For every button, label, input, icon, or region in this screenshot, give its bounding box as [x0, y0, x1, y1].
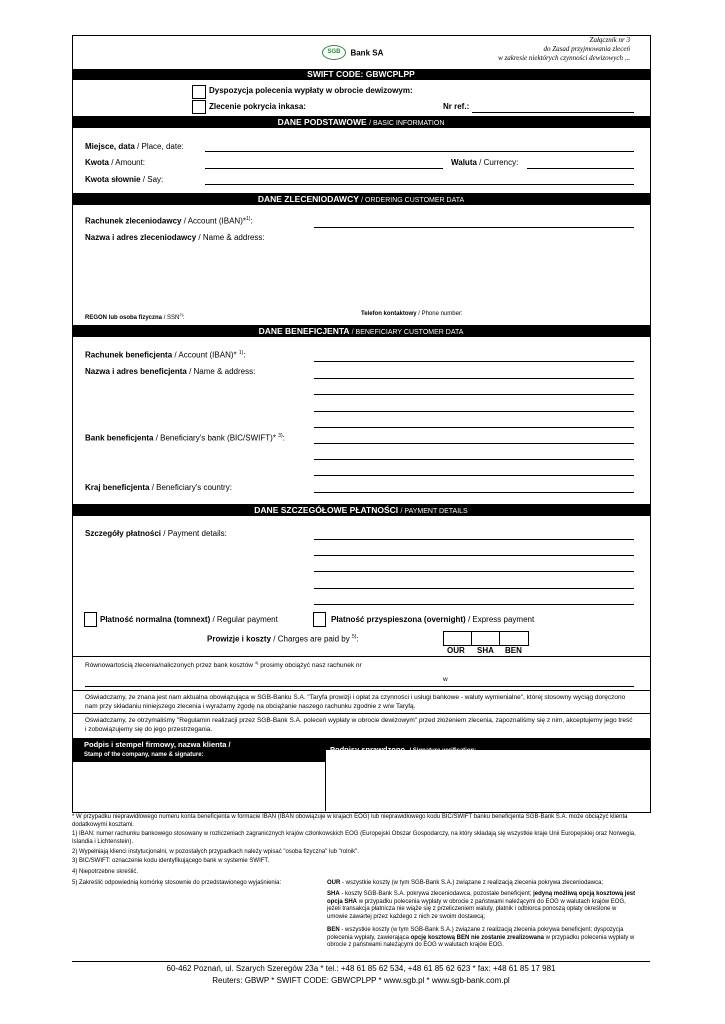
beneficiary-name-label: Nazwa i adres beneficjenta / Name & address: — [85, 367, 256, 376]
beneficiary-country-label: Kraj beneficjenta / Beneficiary's country: — [85, 483, 232, 492]
attachment-line-1: Załącznik nr 3 — [589, 36, 630, 44]
charges-ben-box[interactable] — [499, 631, 529, 646]
beneficiary-address-input[interactable] — [314, 427, 634, 428]
regular-payment-label: Płatność normalna (tomnext) / Regular payment — [100, 615, 278, 624]
express-payment-checkbox[interactable] — [313, 612, 326, 627]
divider — [72, 713, 650, 714]
beneficiary-account-label: Rachunek beneficjenta / Account (IBAN)* $^{1)}$: — [85, 350, 246, 360]
sgb-logo-icon: SGB — [322, 45, 346, 60]
divider — [72, 690, 650, 691]
footnote-star: * W przypadku nieprawidłowego numeru konta beneficjenta w formacie IBAN (IBAN obowiązuje w krajach EOG) lub nieprawidłowego kodu BIC/SWIFT banku beneficjenta SGB-Bank S.A. może obciążyć klienta dodatkowymi kosztami. — [72, 814, 628, 828]
charges-sha-label: SHA — [477, 646, 494, 655]
declaration-regulations: Oświadczamy, że otrzymaliśmy "Regulamin realizacji przez SGB-Bank S.A. poleceń wypłaty w obrocie dewizowym" przed złożeniem zlecenia, zapoznaliśmy się z nim, akceptujemy jego treść i zobowiązujemy się do jego przestrzegania. — [85, 717, 633, 733]
basic-info-bar — [72, 116, 650, 128]
collection-checkbox[interactable] — [192, 100, 206, 114]
bank-name: Bank SA — [350, 48, 384, 58]
amount-words-label: Kwota słownie / Say: — [85, 175, 164, 184]
place-input[interactable] — [205, 151, 634, 152]
express-payment-label: Płatność przyspieszona (overnight) / Express payment — [331, 615, 535, 624]
ref-label: Nr ref.: — [443, 102, 470, 111]
basic-info-subtitle: / BASIC INFORMATION — [369, 120, 445, 127]
regular-payment-checkbox[interactable] — [84, 612, 97, 627]
payment-details-input[interactable] — [314, 571, 634, 572]
payment-details-input[interactable] — [314, 588, 634, 589]
currency-input[interactable] — [527, 168, 634, 169]
charges-our-label: OUR — [447, 646, 465, 655]
beneficiary-bank-input[interactable] — [314, 443, 634, 444]
signature-area-right[interactable] — [327, 751, 648, 810]
attachment-line-3: w zakresie niektórych czynności dewizowych ... — [498, 54, 630, 62]
footnote-3: 3) BIC/SWIFT: oznaczenie kodu identyfikującego bank w systemie SWIFT. — [72, 858, 270, 864]
beneficiary-name-input[interactable] — [314, 378, 634, 379]
transfer-checkbox[interactable] — [192, 85, 206, 99]
beneficiary-bank-label: Bank beneficjenta / Beneficiary's bank (BIC/SWIFT)* $^{3)}$: — [85, 433, 285, 443]
ordering-account-input[interactable] — [314, 227, 634, 228]
beneficiary-bank-input[interactable] — [314, 459, 634, 460]
charges-explanation-our: OUR - wszystkie koszty (w tym SGB-Bank S.A.) związane z realizacją zlecenia pokrywa zleceniodawca; — [327, 880, 604, 886]
signature-right-title: Podpisy sprawdzono / Signature verification: — [330, 745, 477, 754]
amount-words-input[interactable] — [205, 184, 634, 185]
transfer-label: Dyspozycja polecenia wypłaty w obrocie dewizowym: — [209, 86, 413, 95]
footnote-4: 4) Niepotrzebne skreślić. — [72, 869, 139, 875]
footer-divider — [72, 961, 650, 962]
regon-label: REGON lub osoba fizyczna / SSN$^{2)}$: — [85, 312, 185, 321]
beneficiary-address-input[interactable] — [314, 394, 634, 395]
signature-header-left — [72, 738, 325, 762]
payment-title: DANE SZCZEGÓŁOWE PŁATNOŚCI — [254, 505, 399, 515]
attachment-note — [420, 36, 630, 63]
beneficiary-bar — [72, 325, 650, 337]
swift-code: SWIFT CODE: GBWCPLPP — [307, 69, 415, 79]
ordering-name-label: Nazwa i adres zleceniodawcy / Name & address: — [85, 233, 265, 242]
beneficiary-address-input[interactable] — [314, 411, 634, 412]
payment-subtitle: / PAYMENT DETAILS — [400, 508, 468, 515]
currency-label: Waluta / Currency: — [451, 158, 519, 167]
signature-divider — [325, 738, 326, 811]
signature-left-title: Podpis i stempel firmowy, nazwa klienta / — [84, 740, 231, 749]
payment-bar — [72, 504, 650, 516]
footnote-5: 5) Zakreślić odpowiednią komórkę stosownie do przedstawionego wyjaśnienia: — [72, 880, 282, 886]
footer-address: 60-462 Poznań, ul. Szarych Szeregów 23a * tel.: +48 61 85 62 534, +48 61 85 62 623 * fax: +48 61 85 17 981 — [166, 964, 556, 973]
signature-header-right — [326, 738, 650, 754]
debit-w-label: w — [443, 676, 448, 683]
basic-info-title: DANE PODSTAWOWE — [277, 117, 367, 127]
ordering-subtitle: / ORDERING CUSTOMER DATA — [361, 197, 465, 204]
payment-details-input[interactable] — [314, 604, 634, 605]
charges-our-box[interactable] — [443, 631, 473, 646]
attachment-line-2: do Zasad przyjmowania zleceń — [543, 45, 630, 53]
footnote-2: 2) Wypełniają klienci instytucjonalni, w pozostałych przypadkach należy wpisać "osoba fizyczna" lub "rolnik". — [72, 849, 359, 855]
charges-ben-label: BEN — [505, 646, 522, 655]
debit-account-label: Równowartością zlecenia/naliczonych przez bank kosztów $^{4)}$ prosimy obciążyć nasz rachunek nr — [85, 660, 362, 670]
debit-account-input[interactable] — [85, 686, 634, 687]
ref-input[interactable] — [472, 112, 634, 113]
charges-sha-box[interactable] — [471, 631, 501, 646]
payment-details-label: Szczegóły płatności / Payment details: — [85, 529, 227, 538]
ordering-account-label: Rachunek zleceniodawcy / Account (IBAN)*$^{1)}$: — [85, 216, 253, 226]
ordering-bar — [72, 193, 650, 205]
phone-label: Telefon kontaktowy / Phone number: — [361, 311, 463, 317]
charges-explanation-sha: SHA - koszty SGB-Bank S.A. pokrywa zleceniodawca, pozostałe beneficjent; jedyną możliwą opcją kosztową jest opcja SHA w przypadku polecenia wypłaty w obrocie z państwami należącymi do EOG w walutach krajów EOG, jeżeli transakcja płatnicza nie wiąże się z przeliczeniem waluty, płatnik i odbiorca ponoszą opłaty określone w umowie zawartej przez każdego z nich ze swoim dostawcą; — [327, 891, 636, 920]
signature-left-sub: Stamp of the company, name & signature: — [84, 752, 204, 758]
beneficiary-bank-input[interactable] — [314, 475, 634, 476]
beneficiary-title: DANE BENEFICJENTA — [258, 326, 350, 336]
place-label: Miejsce, data / Place, date: — [85, 142, 184, 151]
signature-area-left[interactable] — [73, 763, 324, 810]
beneficiary-subtitle: / BENEFICIARY CUSTOMER DATA — [351, 329, 464, 336]
payment-details-input[interactable] — [314, 539, 634, 540]
amount-label: Kwota / Amount: — [85, 158, 146, 167]
divider — [72, 656, 650, 657]
beneficiary-country-input[interactable] — [314, 492, 634, 493]
charges-explanation-ben: BEN - wszystkie koszty (w tym SGB-Bank S.A.) związane z realizacją zlecenia pokrywa beneficjent; dyspozycja polecenia wypłaty, zawierająca opcję kosztową BEN nie zostanie zrealizowana w przypadku polecenia wypłaty w obrocie z państwami należącymi do EOG w walutach krajów EOG. — [327, 927, 635, 948]
swift-code-bar — [72, 69, 650, 80]
footer-contacts: Reuters: GBWP * SWIFT CODE: GBWCPLPP * www.sgb.pl * www.sgb-bank.com.pl — [212, 976, 510, 985]
footnote-1: 1) IBAN: numer rachunku bankowego stosowany w rozliczeniach zagranicznych krajów członkowskich EOG (Europejski Obszar Gospodarczy, na który składają się wszystkie kraje Unii Europejskiej oraz Norwegia, Islandia i Lichtenstein). — [72, 831, 636, 845]
declaration-tariff: Oświadczamy, że znana jest nam aktualna obowiązująca w SGB-Banku S.A. "Taryfa prowizji i opłat za czynności i usługi bankowe - waluty wymienialne", której stosowny wyciąg doręczono nam przy składaniu niniejszego zlecenia i wyrażamy zgodę na obciążanie naszego rachunku zgodnie z w/w Taryfą. — [85, 694, 626, 710]
bank-logo — [322, 44, 383, 58]
payment-details-input[interactable] — [314, 555, 634, 556]
amount-input[interactable] — [205, 168, 443, 169]
charges-label: Prowizje i koszty / Charges are paid by $^{5)}$: — [207, 634, 359, 644]
ordering-title: DANE ZLECENIODAWCY — [257, 194, 359, 204]
beneficiary-account-input[interactable] — [314, 361, 634, 362]
collection-label: Zlecenie pokrycia inkasa: — [209, 102, 306, 111]
